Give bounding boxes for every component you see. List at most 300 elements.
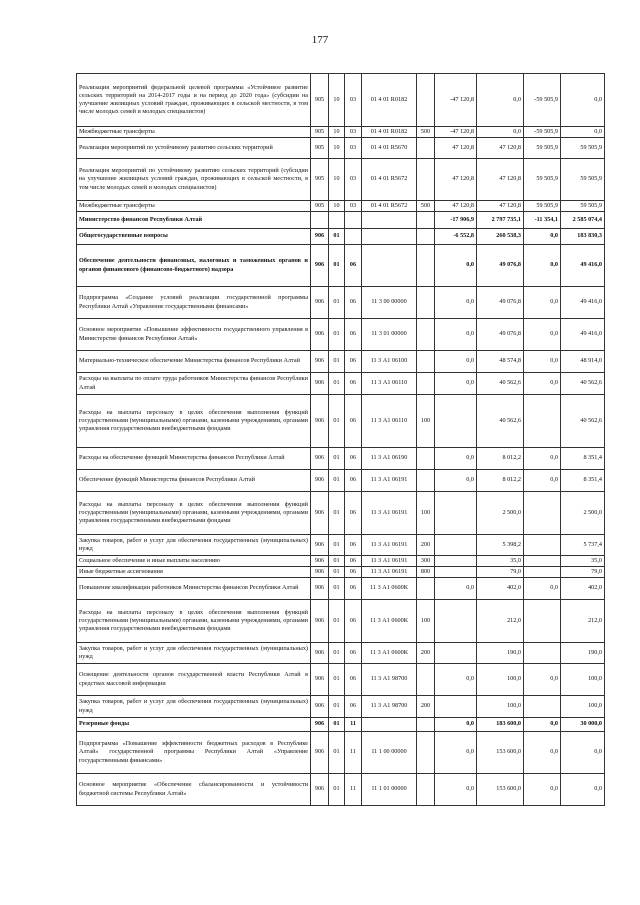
table-row: [77, 212, 605, 229]
row-amount-change-2: [524, 643, 561, 664]
table-row: [77, 718, 605, 732]
row-amount-total-1: 2 797 735,1: [477, 212, 524, 229]
row-ministry-code: 905: [311, 127, 329, 138]
row-expense-type: [417, 718, 435, 732]
row-amount-change-1: [435, 556, 477, 567]
row-expense-type: [417, 470, 435, 492]
row-expense-type: [417, 351, 435, 373]
table-row: [77, 470, 605, 492]
row-amount-change-2: [524, 600, 561, 643]
row-amount-total-2: 48 914,0: [561, 351, 605, 373]
row-amount-change-1: 0,0: [435, 578, 477, 600]
row-amount-change-2: 0,0: [524, 319, 561, 351]
row-ministry-code: 906: [311, 535, 329, 556]
row-subsection: 11: [345, 774, 362, 806]
row-expense-type: 200: [417, 696, 435, 718]
row-amount-change-2: [524, 492, 561, 535]
row-amount-change-1: -47 120,8: [435, 127, 477, 138]
row-amount-total-2: 183 830,3: [561, 229, 605, 245]
row-subsection: 03: [345, 159, 362, 201]
row-amount-change-1: -6 552,8: [435, 229, 477, 245]
row-target-article: 01 4 01 R0182: [362, 74, 417, 127]
row-expense-type: 100: [417, 492, 435, 535]
row-amount-change-1: 0,0: [435, 319, 477, 351]
row-section: 01: [329, 774, 345, 806]
row-target-article: 01 4 01 R0182: [362, 127, 417, 138]
row-name: Обеспечение деятельности финансовых, налоговых и таможенных органов и органов финансового (финансово-бюджетного) надзора: [77, 245, 311, 287]
row-subsection: 06: [345, 245, 362, 287]
table-row: [77, 245, 605, 287]
row-amount-change-1: 0,0: [435, 470, 477, 492]
row-amount-change-2: -11 354,1: [524, 212, 561, 229]
row-subsection: 06: [345, 351, 362, 373]
row-section: 10: [329, 201, 345, 212]
row-amount-total-2: 79,0: [561, 567, 605, 578]
row-target-article: 01 4 01 R5670: [362, 138, 417, 159]
row-expense-type: [417, 159, 435, 201]
row-amount-total-1: 49 076,8: [477, 245, 524, 287]
row-amount-total-2: 49 416,0: [561, 319, 605, 351]
row-section: 01: [329, 664, 345, 696]
row-expense-type: [417, 245, 435, 287]
row-ministry-code: 906: [311, 774, 329, 806]
table-row: [77, 127, 605, 138]
row-section: 01: [329, 696, 345, 718]
row-amount-total-2: 35,0: [561, 556, 605, 567]
table-row: [77, 732, 605, 774]
row-target-article: [362, 229, 417, 245]
row-amount-total-2: 59 505,9: [561, 159, 605, 201]
row-name: Расходы на выплаты персоналу в целях обеспечения выполнения функций государственными (муниципальными) органами, казенными учреждениями, органами управления государственными внебюджетными фондами: [77, 492, 311, 535]
row-amount-change-1: 47 120,8: [435, 159, 477, 201]
row-amount-change-1: 0,0: [435, 732, 477, 774]
row-subsection: 06: [345, 556, 362, 567]
row-section: 01: [329, 319, 345, 351]
row-name: Основное мероприятие «Обеспечение сбалансированности и устойчивости бюджетной системы Республики Алтай»: [77, 774, 311, 806]
row-amount-change-2: 59 505,9: [524, 138, 561, 159]
row-target-article: 11 3 00 00000: [362, 287, 417, 319]
row-amount-total-2: 59 505,9: [561, 138, 605, 159]
row-expense-type: 200: [417, 643, 435, 664]
row-target-article: 11 3 А1 06191: [362, 535, 417, 556]
row-amount-change-2: 0,0: [524, 470, 561, 492]
row-ministry-code: 906: [311, 556, 329, 567]
row-subsection: 06: [345, 664, 362, 696]
row-amount-change-2: 0,0: [524, 664, 561, 696]
table-row: [77, 492, 605, 535]
table-row: [77, 373, 605, 395]
row-name: Расходы на обеспечение функций Министерства финансов Республики Алтай: [77, 448, 311, 470]
row-ministry-code: 906: [311, 319, 329, 351]
row-amount-total-2: 0,0: [561, 732, 605, 774]
row-amount-change-1: 0,0: [435, 448, 477, 470]
table-row: [77, 287, 605, 319]
row-amount-total-1: 190,0: [477, 643, 524, 664]
table-row: [77, 229, 605, 245]
row-amount-change-2: [524, 535, 561, 556]
table-row: [77, 556, 605, 567]
row-ministry-code: 906: [311, 492, 329, 535]
row-amount-change-2: 0,0: [524, 732, 561, 774]
row-name: Освещение деятельности органов государственной власти Республики Алтай в средствах массовой информации: [77, 664, 311, 696]
row-target-article: 11 3 01 00000: [362, 319, 417, 351]
row-amount-change-2: 0,0: [524, 774, 561, 806]
row-subsection: 03: [345, 74, 362, 127]
row-amount-total-1: 49 076,8: [477, 319, 524, 351]
row-subsection: 11: [345, 718, 362, 732]
row-subsection: 06: [345, 470, 362, 492]
row-amount-total-1: 260 538,3: [477, 229, 524, 245]
row-section: 01: [329, 470, 345, 492]
row-amount-change-2: 0,0: [524, 448, 561, 470]
row-name: Повышение квалификации работников Министерства финансов Республики Алтай: [77, 578, 311, 600]
row-ministry-code: 906: [311, 664, 329, 696]
row-amount-change-1: -47 120,8: [435, 74, 477, 127]
table-row: [77, 578, 605, 600]
row-ministry-code: 906: [311, 732, 329, 774]
row-ministry-code: 906: [311, 718, 329, 732]
row-amount-total-2: 212,0: [561, 600, 605, 643]
row-ministry-code: 906: [311, 578, 329, 600]
row-name: Подпрограмма «Создание условий реализации государственной программы Республики Алтай «Управление государственными финансами»: [77, 287, 311, 319]
table-row: [77, 774, 605, 806]
row-target-article: 11 3 А1 06191: [362, 492, 417, 535]
row-amount-change-1: 0,0: [435, 287, 477, 319]
row-ministry-code: 906: [311, 696, 329, 718]
row-amount-change-2: -59 505,9: [524, 127, 561, 138]
row-target-article: 11 3 А1 0600К: [362, 600, 417, 643]
row-section: 01: [329, 287, 345, 319]
row-target-article: [362, 718, 417, 732]
row-ministry-code: 906: [311, 600, 329, 643]
row-subsection: 06: [345, 567, 362, 578]
row-amount-total-2: 40 562,6: [561, 373, 605, 395]
row-amount-total-1: 2 500,0: [477, 492, 524, 535]
row-subsection: [345, 212, 362, 229]
row-subsection: 03: [345, 138, 362, 159]
row-amount-change-2: [524, 696, 561, 718]
row-amount-total-1: 48 574,8: [477, 351, 524, 373]
row-amount-change-2: -59 505,9: [524, 74, 561, 127]
row-target-article: 11 3 А1 06191: [362, 556, 417, 567]
row-expense-type: 100: [417, 395, 435, 448]
row-expense-type: [417, 319, 435, 351]
row-name: Реализация мероприятий по устойчивому развитию сельских территорий (субсидии на улучшение жилищных условий граждан, проживающих в сельской местности, в том числе молодых семей и молодых специалистов): [77, 159, 311, 201]
row-name: Иные бюджетные ассигнования: [77, 567, 311, 578]
row-amount-change-2: [524, 395, 561, 448]
row-amount-total-1: 100,0: [477, 696, 524, 718]
row-subsection: 06: [345, 395, 362, 448]
row-amount-total-1: 40 562,6: [477, 373, 524, 395]
row-section: 01: [329, 732, 345, 774]
row-amount-total-1: 100,0: [477, 664, 524, 696]
row-amount-total-1: 40 562,6: [477, 395, 524, 448]
row-subsection: 06: [345, 448, 362, 470]
table-row: [77, 351, 605, 373]
row-section: 01: [329, 567, 345, 578]
row-expense-type: 100: [417, 600, 435, 643]
row-amount-total-1: 49 076,8: [477, 287, 524, 319]
row-amount-change-2: 0,0: [524, 351, 561, 373]
row-name: Межбюджетные трансферты: [77, 127, 311, 138]
page-number: 177: [311, 34, 329, 46]
row-section: 10: [329, 159, 345, 201]
row-name: Общегосударственные вопросы: [77, 229, 311, 245]
table-row: [77, 395, 605, 448]
row-ministry-code: 905: [311, 138, 329, 159]
row-amount-change-1: [435, 492, 477, 535]
table-row: [77, 535, 605, 556]
row-amount-total-2: 49 416,0: [561, 287, 605, 319]
table-row: [77, 664, 605, 696]
row-subsection: 06: [345, 643, 362, 664]
row-amount-total-2: 30 000,0: [561, 718, 605, 732]
row-section: [329, 212, 345, 229]
table-row: [77, 448, 605, 470]
row-section: 01: [329, 600, 345, 643]
row-amount-change-2: 59 505,9: [524, 159, 561, 201]
row-section: 01: [329, 718, 345, 732]
row-expense-type: 300: [417, 556, 435, 567]
row-name: Социальное обеспечение и иные выплаты населению: [77, 556, 311, 567]
row-amount-total-1: 212,0: [477, 600, 524, 643]
row-target-article: 11 3 А1 98700: [362, 696, 417, 718]
row-expense-type: [417, 448, 435, 470]
row-name: Расходы на выплаты персоналу в целях обеспечения выполнения функций государственными (муниципальными) органами, казенными учреждениями, органами управления государственными внебюджетными фондами: [77, 600, 311, 643]
row-amount-total-1: 402,0: [477, 578, 524, 600]
row-section: 01: [329, 351, 345, 373]
row-target-article: 11 1 01 00000: [362, 774, 417, 806]
row-amount-change-2: 0,0: [524, 578, 561, 600]
row-ministry-code: 906: [311, 448, 329, 470]
row-amount-total-2: 8 351,4: [561, 448, 605, 470]
row-ministry-code: 906: [311, 351, 329, 373]
row-amount-total-2: 2 585 074,4: [561, 212, 605, 229]
row-amount-total-1: 47 120,8: [477, 138, 524, 159]
row-name: Расходы на выплаты персоналу в целях обеспечения выполнения функций государственными (муниципальными) органами, казенными учреждениями, органами управления государственными внебюджетными фондами: [77, 395, 311, 448]
row-section: 10: [329, 74, 345, 127]
row-name: Закупка товаров, работ и услуг для обеспечения государственных (муниципальных) нужд: [77, 696, 311, 718]
row-subsection: 06: [345, 600, 362, 643]
row-ministry-code: 906: [311, 643, 329, 664]
row-amount-change-2: 0,0: [524, 373, 561, 395]
row-section: 01: [329, 492, 345, 535]
row-expense-type: [417, 138, 435, 159]
row-name: Межбюджетные трансферты: [77, 201, 311, 212]
row-name: Реализация мероприятий федеральной целевой программы «Устойчивое развитие сельских территорий на 2014-2017 годы и на период до 2020 года» (субсидии на улучшение жилищных условий граждан, проживающих в сельской местности, в том числе молодых семей и молодых специалистов): [77, 74, 311, 127]
row-section: 01: [329, 578, 345, 600]
row-target-article: 11 1 00 00000: [362, 732, 417, 774]
row-amount-change-1: 0,0: [435, 351, 477, 373]
row-amount-total-2: 49 416,0: [561, 245, 605, 287]
row-amount-change-1: 0,0: [435, 664, 477, 696]
row-amount-total-2: 8 351,4: [561, 470, 605, 492]
row-ministry-code: 906: [311, 287, 329, 319]
row-target-article: 11 3 А1 0600К: [362, 578, 417, 600]
row-expense-type: 500: [417, 201, 435, 212]
row-amount-change-2: 0,0: [524, 245, 561, 287]
row-expense-type: [417, 578, 435, 600]
row-amount-change-1: [435, 600, 477, 643]
row-amount-change-1: [435, 643, 477, 664]
row-target-article: 11 3 А1 06190: [362, 448, 417, 470]
row-target-article: 11 3 А1 98700: [362, 664, 417, 696]
row-amount-change-2: 59 505,9: [524, 201, 561, 212]
row-target-article: 11 3 А1 06110: [362, 373, 417, 395]
row-section: 01: [329, 395, 345, 448]
row-amount-total-1: 47 120,8: [477, 201, 524, 212]
row-amount-total-1: 8 012,2: [477, 470, 524, 492]
row-amount-change-2: 0,0: [524, 718, 561, 732]
row-section: 01: [329, 556, 345, 567]
row-ministry-code: 906: [311, 470, 329, 492]
row-subsection: [345, 229, 362, 245]
row-subsection: 03: [345, 201, 362, 212]
row-amount-total-2: 59 505,9: [561, 201, 605, 212]
row-amount-change-1: -17 906,9: [435, 212, 477, 229]
row-amount-change-2: 0,0: [524, 229, 561, 245]
row-ministry-code: [311, 212, 329, 229]
row-expense-type: 200: [417, 535, 435, 556]
row-section: 01: [329, 229, 345, 245]
row-subsection: 06: [345, 319, 362, 351]
table-row: [77, 74, 605, 127]
row-section: 01: [329, 643, 345, 664]
row-name: Закупка товаров, работ и услуг для обеспечения государственных (муниципальных) нужд: [77, 535, 311, 556]
row-amount-change-2: [524, 556, 561, 567]
budget-table: [76, 73, 605, 806]
row-amount-total-1: 5 398,2: [477, 535, 524, 556]
row-amount-total-1: 0,0: [477, 74, 524, 127]
row-amount-change-1: 0,0: [435, 774, 477, 806]
row-amount-total-2: 5 737,4: [561, 535, 605, 556]
row-subsection: 06: [345, 287, 362, 319]
row-section: 01: [329, 245, 345, 287]
row-name: Материально-техническое обеспечение Министерства финансов Республики Алтай: [77, 351, 311, 373]
row-target-article: [362, 212, 417, 229]
row-amount-change-1: 0,0: [435, 245, 477, 287]
row-amount-change-1: [435, 395, 477, 448]
row-expense-type: 800: [417, 567, 435, 578]
table-body: [77, 74, 605, 806]
row-section: 01: [329, 535, 345, 556]
row-section: 01: [329, 448, 345, 470]
table-row: [77, 319, 605, 351]
row-target-article: 11 3 А1 06191: [362, 567, 417, 578]
row-name: Закупка товаров, работ и услуг для обеспечения государственных (муниципальных) нужд: [77, 643, 311, 664]
row-ministry-code: 906: [311, 229, 329, 245]
row-amount-change-1: 0,0: [435, 718, 477, 732]
row-subsection: 03: [345, 127, 362, 138]
row-amount-total-2: 0,0: [561, 74, 605, 127]
row-name: Обеспечение функций Министерства финансов Республики Алтай: [77, 470, 311, 492]
row-name: Основное мероприятие «Повышение эффективности государственного управления в Министерстве финансов Республики Алтай»: [77, 319, 311, 351]
row-amount-total-2: 0,0: [561, 774, 605, 806]
row-target-article: 01 4 01 R5672: [362, 201, 417, 212]
row-target-article: 11 3 А1 06110: [362, 395, 417, 448]
row-amount-change-1: 47 120,8: [435, 138, 477, 159]
row-amount-total-2: 190,0: [561, 643, 605, 664]
table-row: [77, 643, 605, 664]
row-ministry-code: 906: [311, 373, 329, 395]
row-target-article: 11 3 А1 06191: [362, 470, 417, 492]
row-amount-total-1: 79,0: [477, 567, 524, 578]
row-ministry-code: 906: [311, 567, 329, 578]
row-amount-total-2: 2 500,0: [561, 492, 605, 535]
row-ministry-code: 905: [311, 159, 329, 201]
row-amount-total-1: 183 600,0: [477, 718, 524, 732]
row-name: Реализация мероприятий по устойчивому развитию сельских территорий: [77, 138, 311, 159]
row-ministry-code: 906: [311, 395, 329, 448]
row-subsection: 06: [345, 373, 362, 395]
row-amount-change-1: [435, 535, 477, 556]
row-ministry-code: 905: [311, 74, 329, 127]
row-expense-type: [417, 287, 435, 319]
row-amount-total-2: 40 562,6: [561, 395, 605, 448]
table-row: [77, 696, 605, 718]
row-name: Расходы на выплаты по оплате труда работников Министерства финансов Республики Алтай: [77, 373, 311, 395]
row-amount-total-1: 153 600,0: [477, 774, 524, 806]
row-target-article: 11 3 А1 06100: [362, 351, 417, 373]
row-expense-type: [417, 212, 435, 229]
row-expense-type: [417, 229, 435, 245]
row-expense-type: [417, 774, 435, 806]
table-row: [77, 201, 605, 212]
row-name: Министерство финансов Республики Алтай: [77, 212, 311, 229]
row-ministry-code: 905: [311, 201, 329, 212]
row-amount-change-1: 0,0: [435, 373, 477, 395]
row-amount-total-1: 47 120,8: [477, 159, 524, 201]
row-target-article: 11 3 А1 0600К: [362, 643, 417, 664]
row-amount-total-2: 100,0: [561, 664, 605, 696]
row-amount-total-2: 100,0: [561, 696, 605, 718]
row-section: 10: [329, 127, 345, 138]
row-name: Резервные фонды: [77, 718, 311, 732]
row-amount-change-1: [435, 696, 477, 718]
row-amount-total-1: 8 012,2: [477, 448, 524, 470]
row-expense-type: [417, 664, 435, 696]
row-amount-total-1: 0,0: [477, 127, 524, 138]
row-subsection: 06: [345, 492, 362, 535]
row-target-article: [362, 245, 417, 287]
row-subsection: 06: [345, 535, 362, 556]
table-row: [77, 138, 605, 159]
row-expense-type: [417, 373, 435, 395]
table-row: [77, 567, 605, 578]
row-expense-type: [417, 732, 435, 774]
row-subsection: 11: [345, 732, 362, 774]
row-subsection: 06: [345, 696, 362, 718]
row-expense-type: [417, 74, 435, 127]
row-name: Подпрограмма «Повышение эффективности бюджетных расходов в Республике Алтай» государственной программы Республики Алтай «Управление государственными финансами»: [77, 732, 311, 774]
row-amount-total-2: 0,0: [561, 127, 605, 138]
row-amount-total-2: 402,0: [561, 578, 605, 600]
row-amount-change-2: 0,0: [524, 287, 561, 319]
row-amount-change-1: [435, 567, 477, 578]
row-amount-total-1: 153 600,0: [477, 732, 524, 774]
row-section: 01: [329, 373, 345, 395]
row-ministry-code: 906: [311, 245, 329, 287]
row-amount-change-2: [524, 567, 561, 578]
row-section: 10: [329, 138, 345, 159]
row-subsection: 06: [345, 578, 362, 600]
table-row: [77, 600, 605, 643]
row-target-article: 01 4 01 R5672: [362, 159, 417, 201]
row-amount-change-1: 47 120,8: [435, 201, 477, 212]
table-row: [77, 159, 605, 201]
row-amount-total-1: 35,0: [477, 556, 524, 567]
row-expense-type: 500: [417, 127, 435, 138]
